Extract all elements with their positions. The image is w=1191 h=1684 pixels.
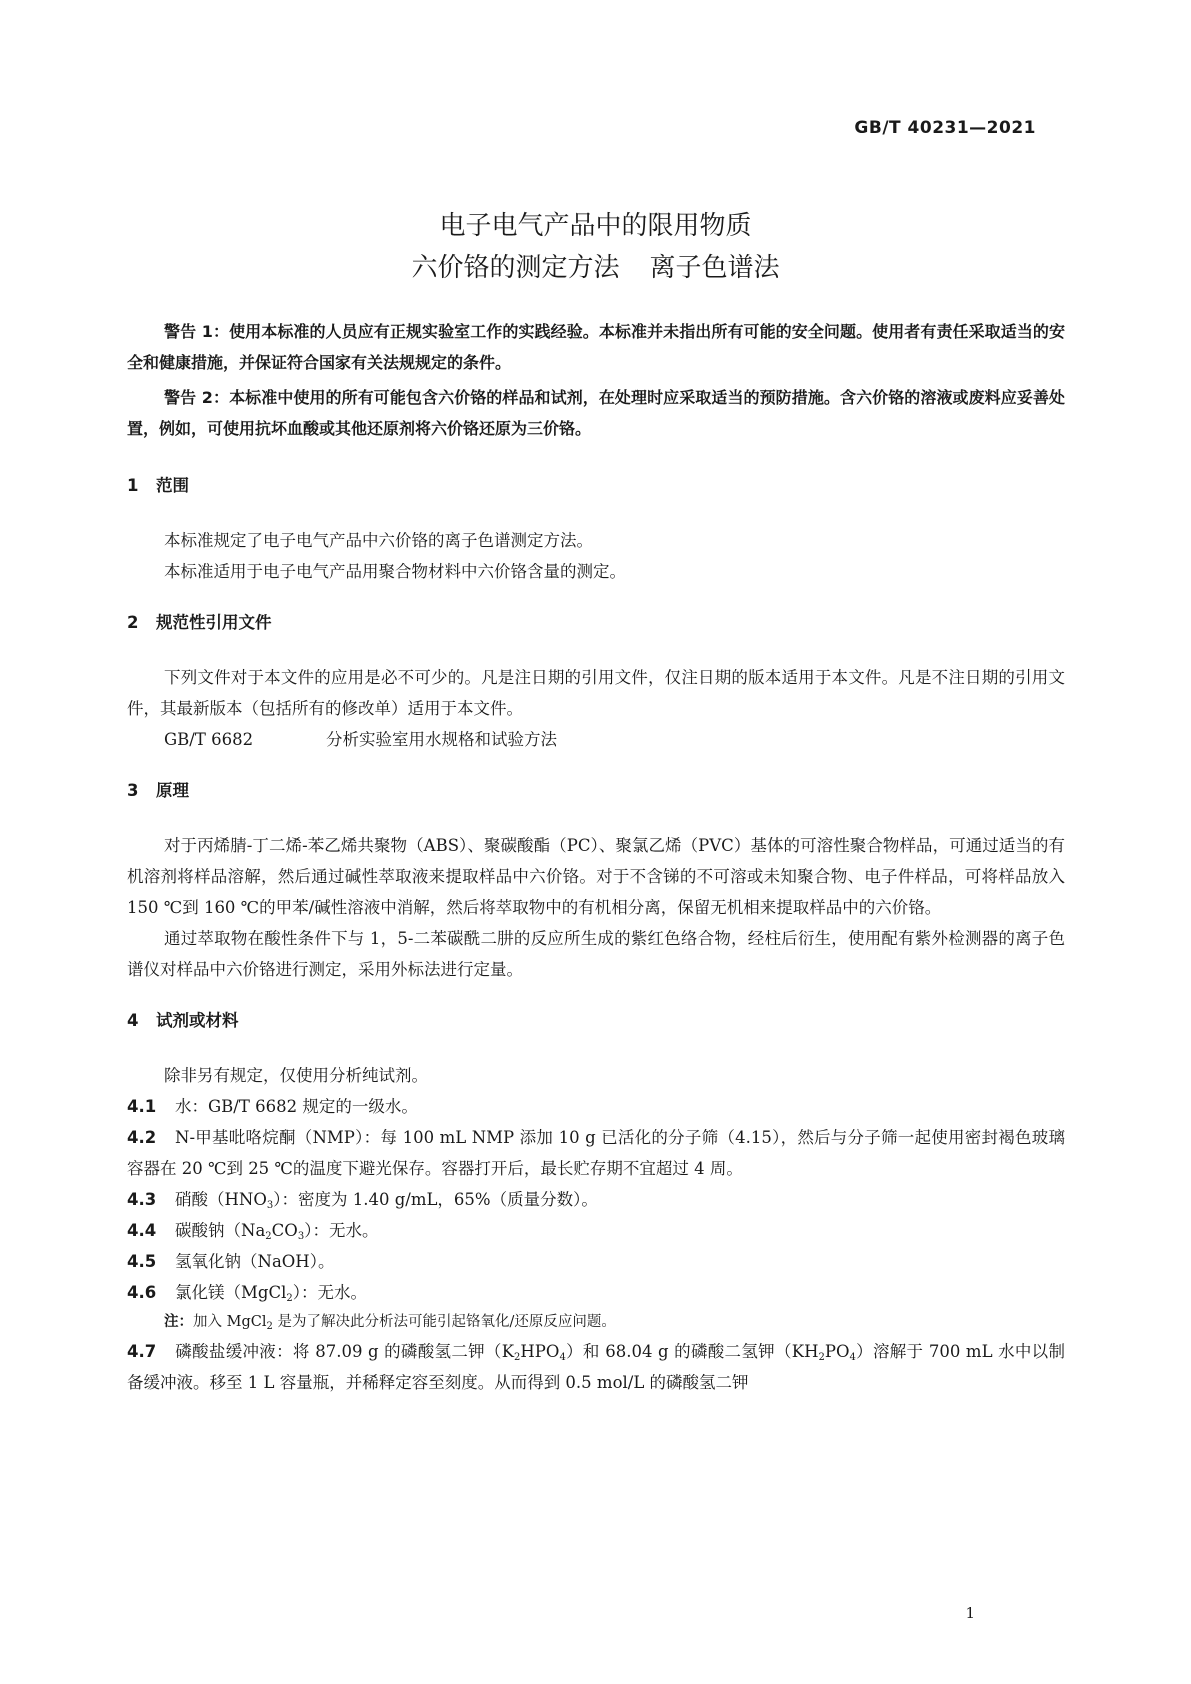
section-4-number: 4 [127,1011,139,1030]
clause-4-4-subscript-1: 2 [265,1231,272,1242]
clause-4-2-text: N-甲基吡咯烷酮（NMP）：每 100 mL NMP 添加 10 g 已活化的分子筛（4.15），然后与分子筛一起使用密封褐色玻璃容器在 20 ℃到 25 ℃的温度下避光保存。容器打开后，最长贮存期不宜超过 4 周。 [127,1128,1065,1178]
document-title [0,205,1191,289]
page-number: 1 [965,1604,975,1622]
clause-4-4-text-c: ）：无水。 [304,1221,379,1240]
section-2-para-1: 下列文件对于本文件的应用是必不可少的。凡是注日期的引用文件，仅注日期的版本适用于本文件。凡是不注日期的引用文件，其最新版本（包括所有的修改单）适用于本文件。 [127,668,1065,718]
clause-4-5-number: 4.5 [127,1252,157,1271]
clause-4-2 [127,1122,1065,1184]
section-4-heading [127,1005,1065,1036]
clause-4-7-text-b: HPO [520,1342,560,1361]
section-2-title: 规范性引用文件 [156,613,272,632]
clause-4-4-text-a: 碳酸钠（Na [175,1221,266,1240]
clause-4-6-text-a: 氯化镁（MgCl [175,1283,287,1302]
clause-4-6 [127,1277,1065,1308]
clause-4-6-subscript: 2 [286,1293,293,1304]
clause-4-3-subscript: 3 [266,1200,274,1211]
clause-4-4-subscript-2: 3 [297,1231,305,1242]
warning-2: 警告 2：本标准中使用的所有可能包含六价铬的样品和试剂，在处理时应采取适当的预防措施。含六价铬的溶液或废料应妥善处置，例如，可使用抗坏血酸或其他还原剂将六价铬还原为三价铬。 [127,388,1065,438]
clause-4-5-text: 氢氧化钠（NaOH）。 [175,1252,335,1271]
clause-4-3-text-a: 硝酸（HNO [175,1190,267,1209]
section-2-number: 2 [127,613,139,632]
clause-4-7-subscript-4: 4 [849,1352,856,1363]
clause-4-7 [127,1336,1065,1398]
document-body [127,316,1065,1398]
section-1-heading [127,470,1065,501]
title-line-2-part-1: 六价铬的测定方法 [411,253,620,283]
clause-4-1-text: 水：GB/T 6682 规定的一级水。 [175,1097,418,1116]
clause-4-7-subscript-1: 2 [514,1352,521,1363]
warning-1: 警告 1：使用本标准的人员应有正规实验室工作的实践经验。本标准并未指出所有可能的安全问题。使用者有责任采取适当的安全和健康措施，并保证符合国家有关法规规定的条件。 [127,322,1065,372]
clause-4-7-subscript-2: 4 [559,1352,566,1363]
clause-4-7-text-c: ）和 68.04 g 的磷酸二氢钾（KH [565,1342,819,1361]
reference-title: 分析实验室用水规格和试验方法 [326,730,557,749]
section-1-para-2: 本标准适用于电子电气产品用聚合物材料中六价铬含量的测定。 [164,562,626,581]
clause-4-7-text-d: PO [824,1342,850,1361]
clause-4-5 [127,1246,1065,1277]
clause-4-3-text-b: ）：密度为 1.40 g/mL，65%（质量分数）。 [273,1190,598,1209]
clause-4-6-number: 4.6 [127,1283,157,1302]
clause-4-7-text-a: 磷酸盐缓冲液：将 87.09 g 的磷酸氢二钾（K [175,1342,515,1361]
clause-4-1 [127,1091,1065,1122]
clause-4-2-number: 4.2 [127,1128,157,1147]
section-1-para-1: 本标准规定了电子电气产品中六价铬的离子色谱测定方法。 [164,531,593,550]
section-1-number: 1 [127,476,139,495]
section-3-heading [127,775,1065,806]
note-text-b: 是为了解决此分析法可能引起铬氧化/还原反应问题。 [272,1314,616,1330]
section-4-intro: 除非另有规定，仅使用分析纯试剂。 [164,1066,428,1085]
section-3-para-1: 对于丙烯腈-丁二烯-苯乙烯共聚物（ABS）、聚碳酸酯（PC）、聚氯乙烯（PVC）基体的可溶性聚合物样品，可通过适当的有机溶剂将样品溶解，然后通过碱性萃取液来提取样品中六价铬。对于不含锑的不可溶或未知聚合物、电子件样品，可将样品放入 150 ℃到 160 ℃的甲苯/碱性溶液中消解，然后将萃取物中的有机相分离，保留无机相来提取样品中的六价铬。 [127,836,1065,917]
clause-4-7-subscript-3: 2 [818,1352,825,1363]
note-text-a: 加入 MgCl [193,1314,267,1330]
title-line-2 [0,247,1191,289]
reference-code: GB/T 6682 [164,730,254,749]
clause-4-7-text-e: ）溶解于 700 mL 水中以制备缓冲液。移至 1 L 容量瓶，并稀释定容至刻度。从而得到 0.5 mol/L 的磷酸氢二钾 [127,1342,1065,1392]
section-2-heading [127,607,1065,638]
clause-4-1-number: 4.1 [127,1097,157,1116]
title-line-2-part-2: 离子色谱法 [649,253,780,283]
note-subscript: 2 [266,1321,273,1332]
note [127,1308,1065,1336]
clause-4-4-text-b: CO [271,1221,298,1240]
clause-4-4 [127,1215,1065,1246]
title-line-1: 电子电气产品中的限用物质 [439,211,752,241]
note-label: 注： [164,1314,193,1330]
standard-number: GB/T 40231—2021 [854,118,1036,138]
clause-4-4-number: 4.4 [127,1221,157,1240]
section-3-para-2: 通过萃取物在酸性条件下与 1，5-二苯碳酰二肼的反应所生成的紫红色络合物，经柱后衍生，使用配有紫外检测器的离子色谱仪对样品中六价铬进行测定，采用外标法进行定量。 [127,929,1065,979]
section-3-title: 原理 [156,781,189,800]
section-1-title: 范围 [156,476,189,495]
clause-4-3 [127,1184,1065,1215]
normative-reference [127,724,1065,755]
clause-4-7-number: 4.7 [127,1342,157,1361]
clause-4-6-text-b: ）：无水。 [292,1283,367,1302]
section-4-title: 试剂或材料 [156,1011,239,1030]
clause-4-3-number: 4.3 [127,1190,157,1209]
section-3-number: 3 [127,781,139,800]
